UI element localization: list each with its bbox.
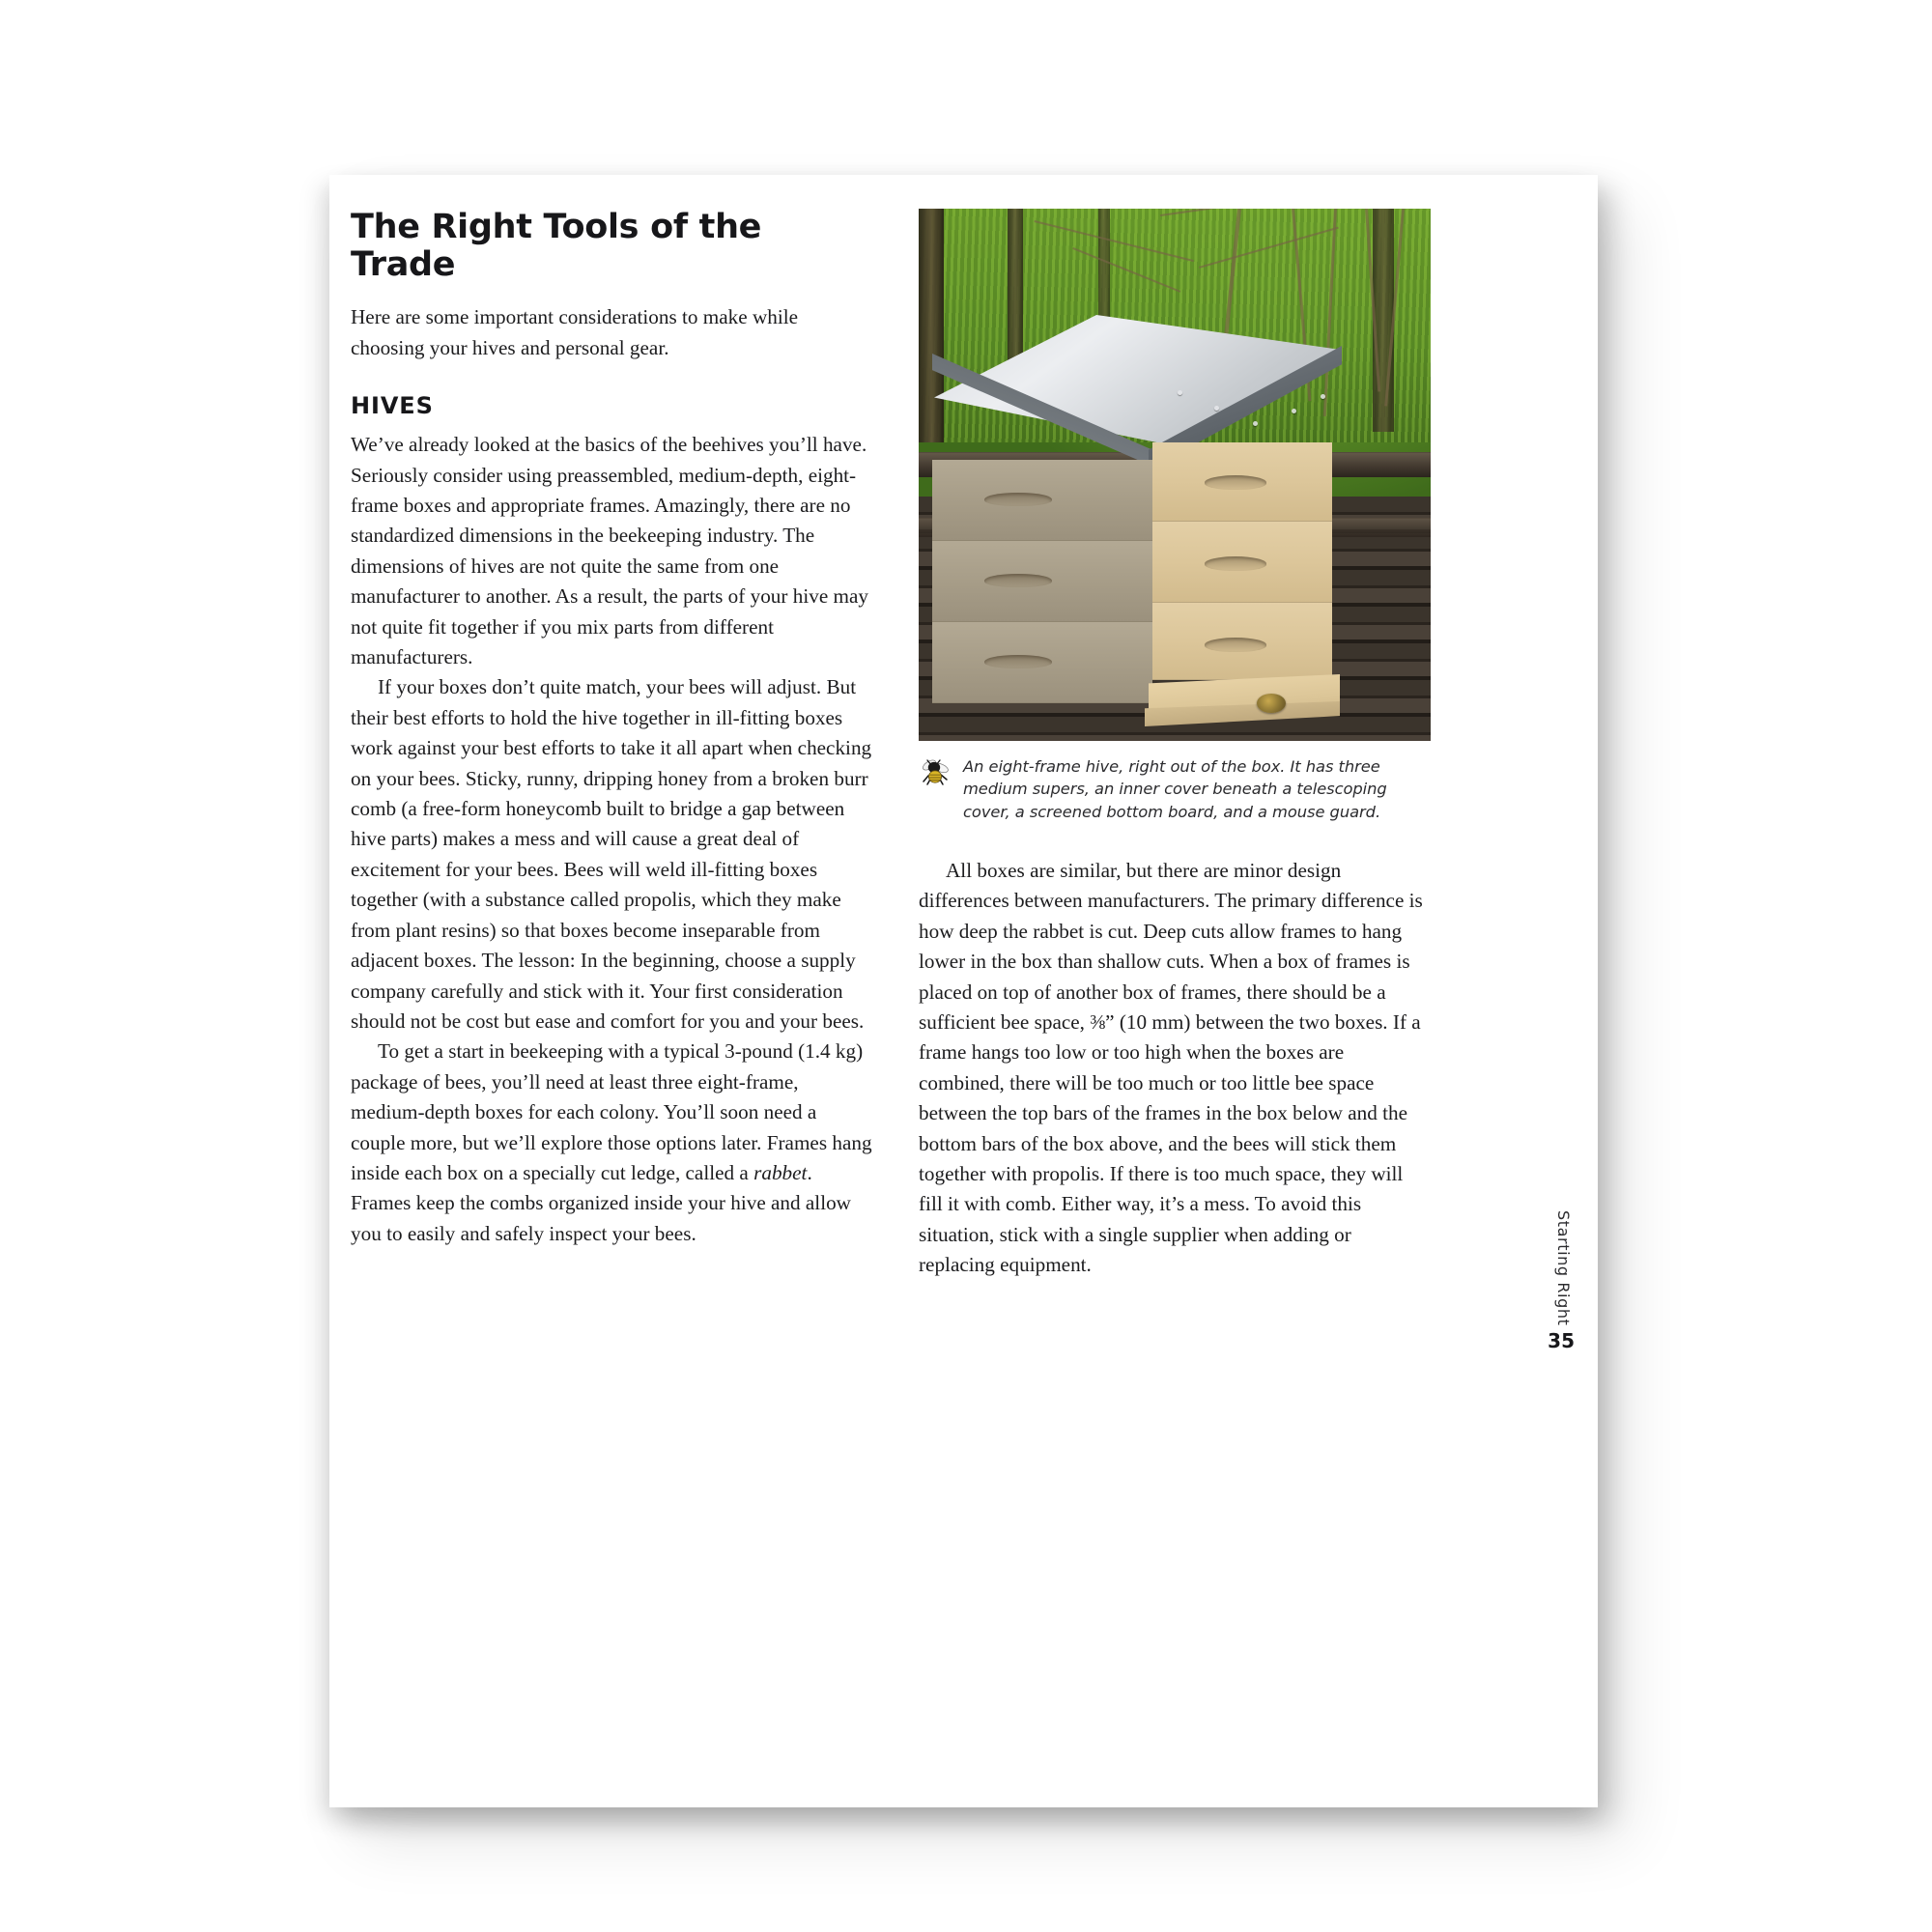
mouse-guard bbox=[1257, 694, 1286, 713]
cover-rivet bbox=[1253, 421, 1258, 426]
figure-caption bbox=[919, 755, 1431, 823]
cover-rivet bbox=[1292, 409, 1296, 413]
hand-hold-groove bbox=[984, 493, 1052, 506]
bee-icon bbox=[919, 756, 952, 789]
running-head: Starting Right bbox=[1554, 1210, 1573, 1326]
hand-hold-groove bbox=[1205, 475, 1266, 490]
right-paragraph-part1: All boxes are similar, but there are minor design differences between manufacturers. The primary difference is how deep the rabbet is cut. Deep cuts allow frames to hang lower in the box than shallow cuts. When a box of frames is placed on top of another box of frames, there should be a sufficient bee space, bbox=[919, 859, 1423, 1035]
intro-paragraph: Here are some important considerations to make while choosing your hives and personal gear. bbox=[351, 305, 799, 359]
photo-tree-trunk bbox=[1373, 209, 1394, 432]
right-paragraph-part2: between the two boxes. If a frame hangs too low or too high when the boxes are combined, there will be too much or too little bee space between the top bars of the frames in the box below and the bottom bars of the box above, and the bees will stick them together with propolis. If there is too much space, they will fill it with comb. Either way, it’s a mess. To avoid this situation, stick with a single supplier when adding or replacing equipment. bbox=[919, 1010, 1421, 1277]
beehive-photograph bbox=[919, 209, 1431, 741]
caption-text: An eight-frame hive, right out of the box. It has three medium supers, an inner cover beneath a telescoping cover, a screened bottom board, and a mouse guard. bbox=[963, 757, 1387, 821]
body-paragraph-3-part1: To get a start in beekeeping with a typical 3-pound (1.4 kg) package of bees, you’ll need at least three eight-frame, medium-depth boxes for each colony. You’ll soon need a couple more, but we’ll explore those options later. Frames hang inside each box on a specially cut ledge, called a bbox=[351, 1039, 872, 1184]
bee-space-measurement: ⅜” (10 mm) bbox=[1090, 1010, 1191, 1035]
beehive bbox=[924, 315, 1350, 730]
page-content bbox=[329, 175, 1598, 1807]
book-page bbox=[329, 175, 1598, 1807]
section-subheading-hives: HIVES bbox=[351, 392, 434, 420]
hand-hold-groove bbox=[1205, 638, 1266, 652]
right-body-paragraph-1 bbox=[919, 856, 1431, 1281]
hand-hold-groove bbox=[984, 574, 1052, 587]
cover-rivet bbox=[1321, 394, 1325, 399]
cover-rivet bbox=[1178, 390, 1182, 395]
cover-rivet bbox=[1214, 406, 1219, 411]
left-text-column bbox=[351, 209, 872, 1249]
body-paragraph-3-part2: . Frames keep the combs organized inside your hive and allow you to easily and safely inspect your bees. bbox=[351, 1160, 851, 1245]
right-text-column bbox=[919, 856, 1431, 1281]
body-paragraph-3 bbox=[351, 1037, 872, 1249]
glossary-term-rabbet: rabbet bbox=[753, 1160, 808, 1184]
hand-hold-groove bbox=[1205, 556, 1266, 571]
page-title: The Right Tools of the Trade bbox=[351, 208, 762, 285]
hand-hold-groove bbox=[984, 655, 1052, 668]
page-number: 35 bbox=[1548, 1329, 1575, 1352]
hive-figure bbox=[919, 209, 1431, 741]
body-paragraph-2: If your boxes don’t quite match, your bees will adjust. But their best efforts to hold the hive together in ill-fitting boxes work against your best efforts to take it all apart when checking on your bees. Sticky, runny, dripping honey from a broken burr comb (a free-form honeycomb built to bridge a gap between hive parts) makes a mess and will cause a great deal of excitement for your bees. Bees will weld ill-fitting boxes together (with a substance called propolis, which they make from plant resins) so that boxes become inseparable from adjacent boxes. The lesson: In the beginning, choose a supply company carefully and stick with it. Your first consideration should not be cost but ease and comfort for you and your bees. bbox=[351, 675, 872, 1033]
body-paragraph-1: We’ve already looked at the basics of the beehives you’ll have. Seriously consider using preassembled, medium-depth, eight-frame boxes and appropriate frames. Amazingly, there are no standardized dimensions in the beekeeping industry. The dimensions of hives are not quite the same from one manufacturer to another. As a result, the parts of your hive may not quite fit together if you mix parts from different manufacturers. bbox=[351, 433, 868, 669]
